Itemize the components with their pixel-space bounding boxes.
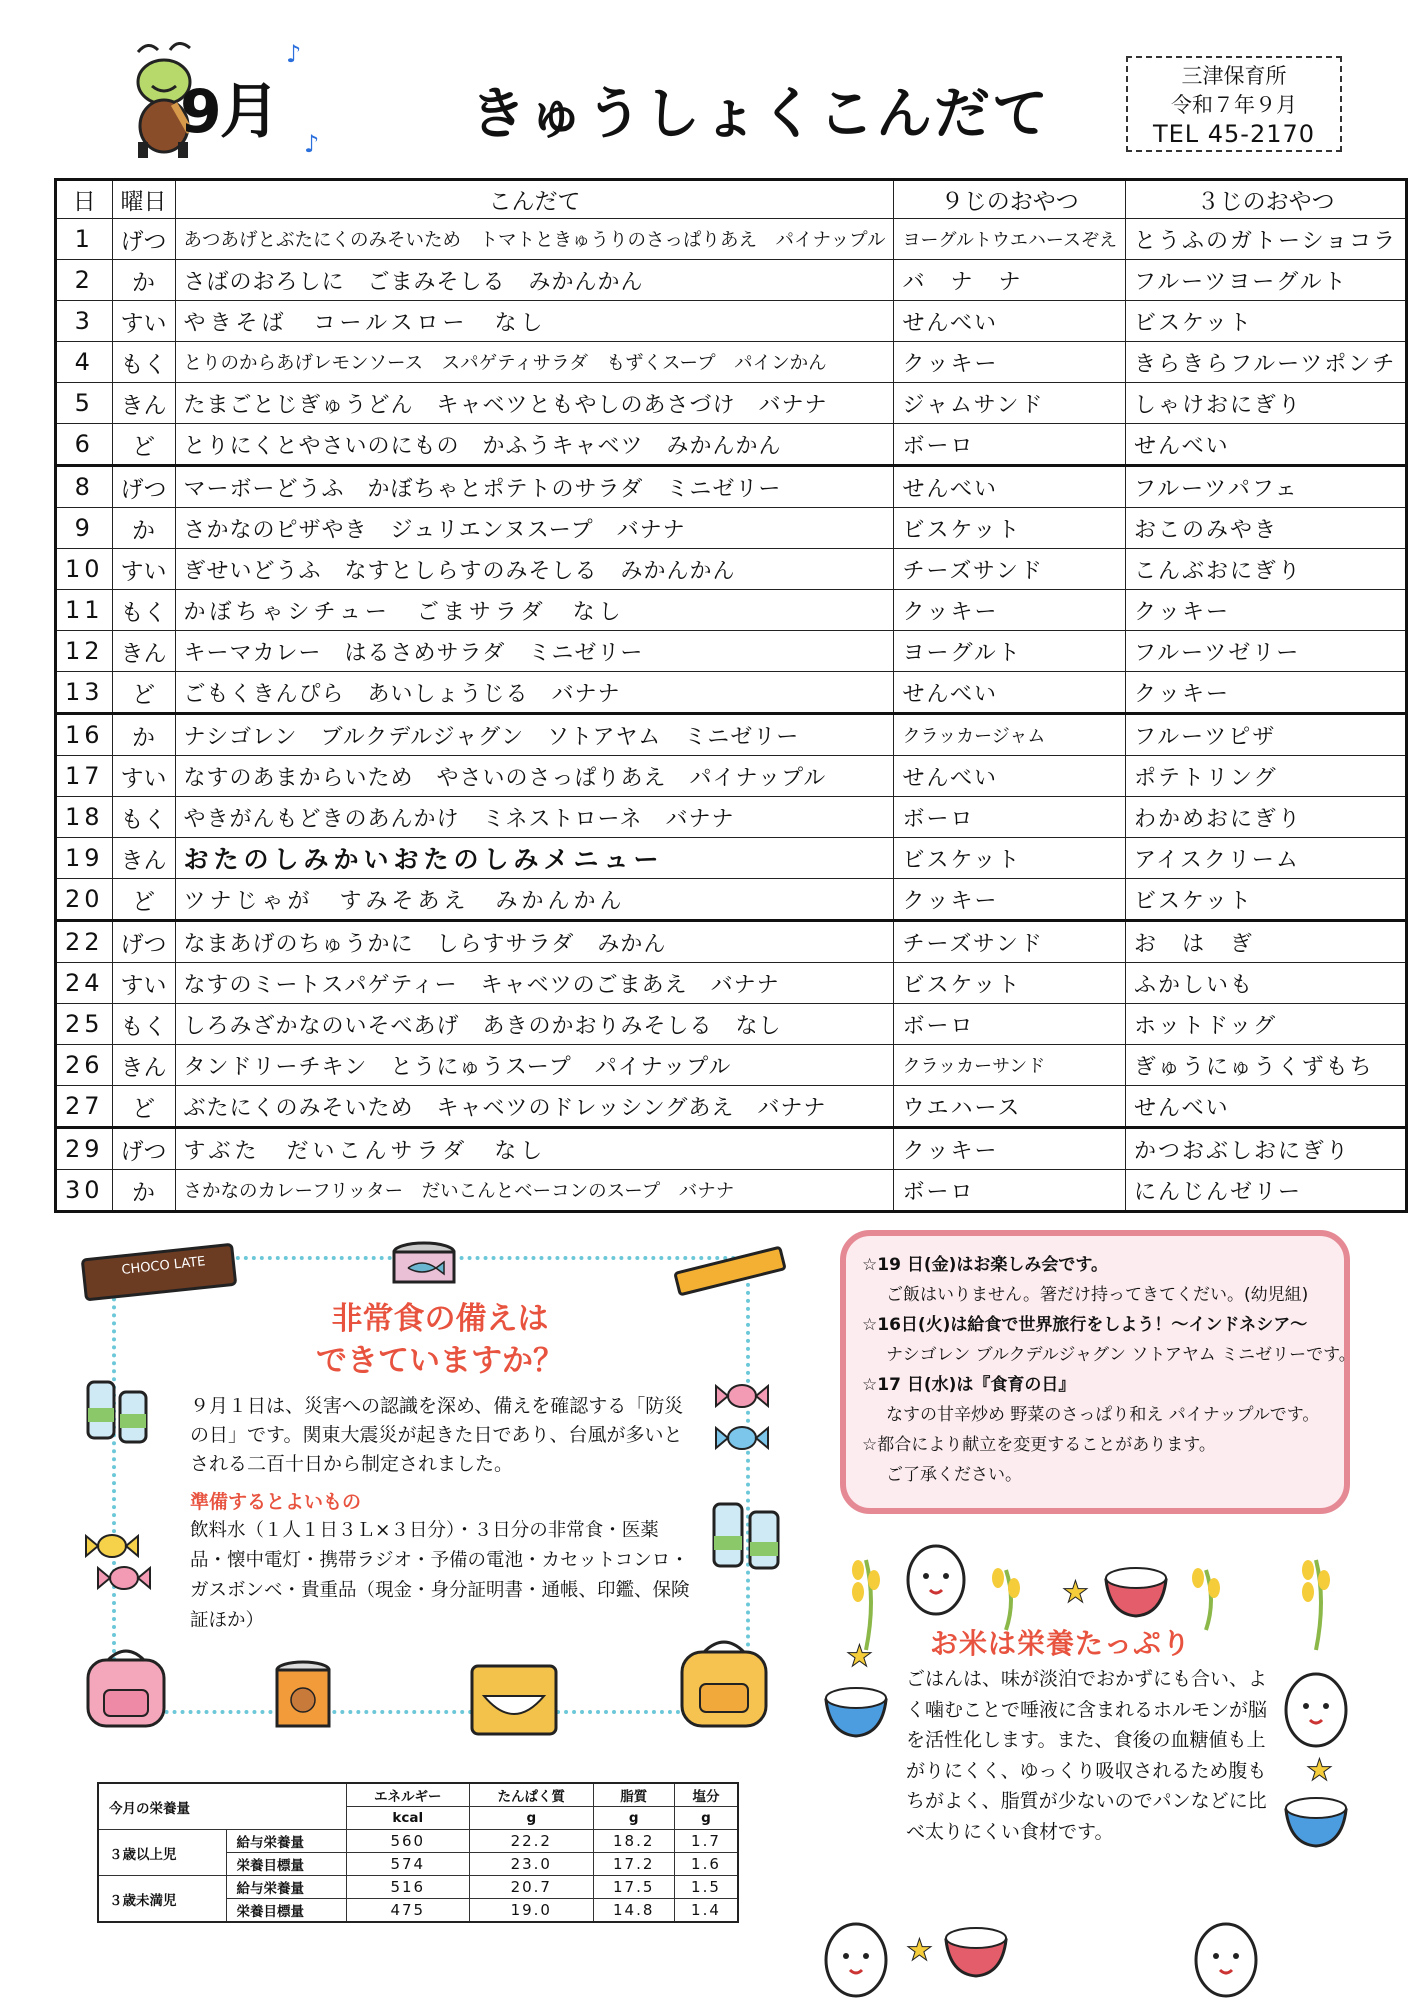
menu-day: 29 xyxy=(56,1128,113,1170)
emergency-body-text: ９月１日は、災害への認識を深め、備えを確認する「防災の日」です。関東大震災が起きた日であり、台風が多いとされる二百十日から制定されました。 xyxy=(190,1395,684,1475)
menu-weekday: もく xyxy=(112,1004,175,1045)
prep-list-title: 準備するとよいもの xyxy=(190,1491,362,1513)
menu-row xyxy=(56,714,1407,756)
notice-line: ☆19 日(金)はお楽しみ会です。 xyxy=(862,1255,1108,1275)
notice-line: ご飯はいりません。箸だけ持ってきてくだい。(幼児組) xyxy=(886,1285,1309,1305)
menu-day: 13 xyxy=(56,672,113,714)
snack-9am: せんべい xyxy=(894,672,1126,714)
emergency-title-line1: 非常食の備えは xyxy=(331,1301,549,1337)
menu-dishes: なすのミートスパゲティー キャベツのごまあえ バナナ xyxy=(175,963,894,1004)
nutrition-col-name: 塩分 xyxy=(674,1783,738,1807)
star-icon: ★ xyxy=(906,1933,933,1968)
snack-3pm: わかめおにぎり xyxy=(1126,797,1407,838)
menu-weekday: ど xyxy=(112,879,175,921)
menu-dishes: とりにくとやさいのにもの かふうキャベツ みかんかん xyxy=(175,424,894,466)
rice-plant-icon xyxy=(1302,1560,1330,1650)
menu-row xyxy=(56,879,1407,921)
menu-row xyxy=(56,1170,1407,1212)
menu-day: 6 xyxy=(56,424,113,466)
menu-dishes: すぶた だいこんサラダ なし xyxy=(175,1128,894,1170)
menu-weekday: すい xyxy=(112,549,175,590)
nutrition-value: 23.0 xyxy=(470,1853,594,1876)
menu-day: 8 xyxy=(56,466,113,508)
menu-day: 2 xyxy=(56,260,113,301)
menu-row xyxy=(56,838,1407,879)
snack-9am: クッキー xyxy=(894,590,1126,631)
menu-dishes: タンドリーチキン とうにゅうスープ パイナップル xyxy=(175,1045,894,1086)
snack-3pm: ポテトリング xyxy=(1126,756,1407,797)
snack-3pm: クッキー xyxy=(1126,672,1407,714)
rice-plant-icon xyxy=(852,1560,880,1650)
phone-number: TEL 45-2170 xyxy=(1152,120,1316,148)
snack-9am: せんべい xyxy=(894,466,1126,508)
snack-3pm: フルーツヨーグルト xyxy=(1126,260,1407,301)
menu-weekday: きん xyxy=(112,383,175,424)
emergency-title-line2: できていますか？ xyxy=(316,1343,564,1379)
snack-9am: ボーロ xyxy=(894,1170,1126,1212)
nutrition-title: 今月の栄養量 xyxy=(98,1783,346,1830)
snack-3pm: アイスクリーム xyxy=(1126,838,1407,879)
snack-9am: クッキー xyxy=(894,879,1126,921)
menu-row xyxy=(56,342,1407,383)
snack-3pm: せんべい xyxy=(1126,424,1407,466)
menu-weekday: きん xyxy=(112,838,175,879)
notice-line: ご了承ください。 xyxy=(886,1465,1022,1485)
notice-line: なすの甘辛炒め 野菜のさっぱり和え パイナップルです。 xyxy=(886,1405,1320,1425)
menu-weekday: もく xyxy=(112,797,175,838)
snack-3pm: クッキー xyxy=(1126,590,1407,631)
snack-3pm: こんぶおにぎり xyxy=(1126,549,1407,590)
menu-row xyxy=(56,631,1407,672)
menu-day: 10 xyxy=(56,549,113,590)
menu-row xyxy=(56,466,1407,508)
menu-dishes: おたのしみかいおたのしみメニュー xyxy=(175,838,894,879)
canned-bread-icon xyxy=(272,1658,334,1734)
snack-9am: クラッカージャム xyxy=(894,714,1126,756)
star-icon: ★ xyxy=(1306,1753,1333,1788)
menu-dishes: なまあげのちゅうかに しらすサラダ みかん xyxy=(175,921,894,963)
menu-dishes: ごもくきんぴら あいしょうじる バナナ xyxy=(175,672,894,714)
menu-weekday: きん xyxy=(112,631,175,672)
menu-day: 1 xyxy=(56,219,113,260)
menu-dishes: ツナじゃが すみそあえ みかんかん xyxy=(175,879,894,921)
header-snack-9: ９じのおやつ xyxy=(894,180,1126,219)
menu-weekday: げつ xyxy=(112,1128,175,1170)
menu-row xyxy=(56,549,1407,590)
menu-row xyxy=(56,756,1407,797)
menu-weekday: げつ xyxy=(112,921,175,963)
snack-9am: クラッカーサンド xyxy=(894,1045,1126,1086)
snack-9am: チーズサンド xyxy=(894,921,1126,963)
snack-9am: ボーロ xyxy=(894,1004,1126,1045)
menu-dishes: さばのおろしに ごまみそしる みかんかん xyxy=(175,260,894,301)
menu-day: 4 xyxy=(56,342,113,383)
menu-weekday: げつ xyxy=(112,219,175,260)
snack-9am: ビスケット xyxy=(894,838,1126,879)
menu-day: 24 xyxy=(56,963,113,1004)
rice-bowl-icon xyxy=(1286,1798,1346,1846)
menu-day: 11 xyxy=(56,590,113,631)
menu-row xyxy=(56,921,1407,963)
snack-3pm: せんべい xyxy=(1126,1086,1407,1128)
snack-9am: クッキー xyxy=(894,1128,1126,1170)
menu-weekday: ど xyxy=(112,1086,175,1128)
candy-icon xyxy=(712,1418,772,1458)
menu-weekday: か xyxy=(112,714,175,756)
water-bottles-icon xyxy=(80,1370,160,1450)
rice-grain-character-icon xyxy=(826,1924,886,1996)
candy-icon xyxy=(94,1558,154,1598)
menu-dishes: さかなのカレーフリッター だいこんとベーコンのスープ バナナ xyxy=(175,1170,894,1212)
menu-row xyxy=(56,1045,1407,1086)
nutrition-col-unit: kcal xyxy=(346,1807,470,1830)
menu-dishes: かぼちゃシチュー ごまサラダ なし xyxy=(175,590,894,631)
menu-dishes: しろみざかなのいそべあげ あきのかおりみそしる なし xyxy=(175,1004,894,1045)
snack-9am: せんべい xyxy=(894,756,1126,797)
nutrition-value: 1.4 xyxy=(674,1899,738,1923)
emergency-backpack-icon xyxy=(78,1640,174,1732)
menu-dishes: たまごとじぎゅうどん キャベツともやしのあさづけ バナナ xyxy=(175,383,894,424)
menu-dishes: さかなのピザやき ジュリエンヌスープ バナナ xyxy=(175,508,894,549)
menu-day: 3 xyxy=(56,301,113,342)
menu-weekday: か xyxy=(112,1170,175,1212)
nutrition-value: 1.5 xyxy=(674,1876,738,1899)
snack-9am: せんべい xyxy=(894,301,1126,342)
nutrition-value: 19.0 xyxy=(470,1899,594,1923)
menu-dishes: とりのからあげレモンソース スパゲティサラダ もずくスープ パインかん xyxy=(175,342,894,383)
menu-day: 20 xyxy=(56,879,113,921)
snack-9am: ヨーグルト xyxy=(894,631,1126,672)
nutrition-value: 475 xyxy=(346,1899,470,1923)
nutrition-col-unit: g xyxy=(674,1807,738,1830)
snack-3pm: ホットドッグ xyxy=(1126,1004,1407,1045)
nutrition-col-name: たんぱく質 xyxy=(470,1783,594,1807)
snack-9am: ボーロ xyxy=(894,797,1126,838)
chocolate-icon xyxy=(80,1240,240,1302)
energy-bar-icon xyxy=(670,1244,790,1300)
notice-line: ナシゴレン ブルクデルジャグン ソトアヤム ミニゼリーです。 xyxy=(886,1345,1356,1365)
menu-row xyxy=(56,383,1407,424)
menu-dishes: ぶたにくのみそいため キャベツのドレッシングあえ バナナ xyxy=(175,1086,894,1128)
snack-9am: ボーロ xyxy=(894,424,1126,466)
nutrition-header-row xyxy=(98,1783,738,1807)
snack-3pm: ふかしいも xyxy=(1126,963,1407,1004)
nutrition-row-type: 給与栄養量 xyxy=(226,1830,346,1853)
menu-row xyxy=(56,1086,1407,1128)
menu-day: 25 xyxy=(56,1004,113,1045)
menu-day: 19 xyxy=(56,838,113,879)
nutrition-value: 1.6 xyxy=(674,1853,738,1876)
menu-weekday: もく xyxy=(112,342,175,383)
emergency-backpack-icon xyxy=(672,1630,776,1734)
menu-day: 9 xyxy=(56,508,113,549)
menu-dishes: あつあげとぶたにくのみそいため トマトときゅうりのさっぱりあえ パイナップル xyxy=(175,219,894,260)
menu-day: 12 xyxy=(56,631,113,672)
snack-3pm: フルーツパフェ xyxy=(1126,466,1407,508)
snack-9am: ビスケット xyxy=(894,508,1126,549)
header-snack-3: ３じのおやつ xyxy=(1126,180,1407,219)
prep-list-text: 飲料水（１人１日３Ｌ×３日分）・３日分の非常食・医薬品・懐中電灯・携帯ラジオ・予備の電池・カセットコンロ・ガスボンベ・貴重品（現金・身分証明書・通帳、印鑑、保険証ほか） xyxy=(190,1520,690,1631)
nutrition-value: 17.2 xyxy=(593,1853,674,1876)
menu-day: 18 xyxy=(56,797,113,838)
menu-row xyxy=(56,963,1407,1004)
rice-bowl-icon xyxy=(946,1928,1006,1976)
rice-body-text: ごはんは、味が淡泊でおかずにも合い、よく噛むことで唾液に含まれるホルモンが脳を活性化します。また、食後の血糖値も上がりにくく、ゆっくり吸収されるため腹もちがよく、脂質が少ないのでパンなどに比べ太りにくい食材です。 xyxy=(906,1668,1268,1843)
menu-day: 26 xyxy=(56,1045,113,1086)
menu-day: 27 xyxy=(56,1086,113,1128)
menu-row xyxy=(56,1004,1407,1045)
menu-day: 5 xyxy=(56,383,113,424)
svg-text:♪: ♪ xyxy=(304,130,320,158)
menu-row xyxy=(56,797,1407,838)
water-bottles-icon xyxy=(706,1494,794,1578)
menu-weekday: か xyxy=(112,260,175,301)
menu-row xyxy=(56,219,1407,260)
rice-grain-character-icon xyxy=(1196,1924,1256,1996)
menu-day: 30 xyxy=(56,1170,113,1212)
nutrition-value: 17.5 xyxy=(593,1876,674,1899)
snack-9am: バ ナ ナ xyxy=(894,260,1126,301)
menu-day: 16 xyxy=(56,714,113,756)
menu-weekday: ど xyxy=(112,672,175,714)
menu-dishes: なすのあまからいため やさいのさっぱりあえ パイナップル xyxy=(175,756,894,797)
nutrition-value: 18.2 xyxy=(593,1830,674,1853)
nutrition-col-unit: g xyxy=(593,1807,674,1830)
facility-box xyxy=(1126,56,1342,152)
nutrition-value: 560 xyxy=(346,1830,470,1853)
menu-row xyxy=(56,672,1407,714)
snack-3pm: にんじんゼリー xyxy=(1126,1170,1407,1212)
snack-3pm: きらきらフルーツポンチ xyxy=(1126,342,1407,383)
menu-dishes: マーボーどうふ かぼちゃとポテトのサラダ ミニゼリー xyxy=(175,466,894,508)
chocolate-label: CHOCO LATE xyxy=(120,1254,207,1278)
snack-9am: ビスケット xyxy=(894,963,1126,1004)
nutrition-row-type: 栄養目標量 xyxy=(226,1853,346,1876)
snack-3pm: ぎゅうにゅうくずもち xyxy=(1126,1045,1407,1086)
menu-dishes: ナシゴレン ブルクデルジャグン ソトアヤム ミニゼリー xyxy=(175,714,894,756)
snack-9am: ジャムサンド xyxy=(894,383,1126,424)
nutrition-group-label: ３歳未満児 xyxy=(98,1876,226,1923)
candy-icon xyxy=(712,1376,772,1416)
snack-3pm: とうふのガトーショコラ xyxy=(1126,219,1407,260)
nutrition-group-label: ３歳以上児 xyxy=(98,1830,226,1876)
menu-weekday: すい xyxy=(112,963,175,1004)
nutrition-table xyxy=(97,1782,739,1923)
notice-box xyxy=(840,1230,1356,1514)
menu-table xyxy=(54,178,1408,1213)
rice-bowl-icon xyxy=(826,1688,886,1736)
menu-day: 17 xyxy=(56,756,113,797)
menu-dishes: ぎせいどうふ なすとしらすのみそしる みかんかん xyxy=(175,549,894,590)
menu-row xyxy=(56,508,1407,549)
rice-bowl-icon xyxy=(1106,1568,1166,1616)
snack-3pm: かつおぶしおにぎり xyxy=(1126,1128,1407,1170)
nutrition-row xyxy=(98,1876,738,1899)
notice-line: ☆16日(火)は給食で世界旅行をしよう！～インドネシア～ xyxy=(862,1315,1308,1335)
menu-row xyxy=(56,590,1407,631)
snack-3pm: ビスケット xyxy=(1126,879,1407,921)
emergency-title xyxy=(280,1298,600,1382)
menu-dishes: キーマカレー はるさめサラダ ミニゼリー xyxy=(175,631,894,672)
menu-weekday: すい xyxy=(112,756,175,797)
menu-row xyxy=(56,260,1407,301)
notice-line: ☆都合により献立を変更することがあります。 xyxy=(862,1435,1216,1455)
nutrition-row-type: 給与栄養量 xyxy=(226,1876,346,1899)
month-badge xyxy=(118,42,328,160)
menu-weekday: か xyxy=(112,508,175,549)
header-menu: こんだて xyxy=(175,180,894,219)
page-title: きゅうしょくこんだて xyxy=(470,82,1050,147)
snack-3pm: ビスケット xyxy=(1126,301,1407,342)
star-icon: ★ xyxy=(1062,1575,1089,1610)
facility-name: 三津保育所 xyxy=(1181,64,1287,88)
nutrition-row xyxy=(98,1830,738,1853)
snack-9am: クッキー xyxy=(894,342,1126,383)
rice-porridge-pack-icon xyxy=(466,1660,562,1738)
menu-weekday: ど xyxy=(112,424,175,466)
menu-dishes: やきがんもどきのあんかけ ミネストローネ バナナ xyxy=(175,797,894,838)
snack-9am: チーズサンド xyxy=(894,549,1126,590)
header-day: 日 xyxy=(56,180,113,219)
month-title: 9月 xyxy=(180,77,278,147)
nutrition-value: 22.2 xyxy=(470,1830,594,1853)
snack-9am: ヨーグルトウエハースぞえ xyxy=(894,219,1126,260)
nutrition-value: 1.7 xyxy=(674,1830,738,1853)
nutrition-col-unit: g xyxy=(470,1807,594,1830)
canned-fish-icon xyxy=(388,1240,460,1290)
snack-3pm: フルーツゼリー xyxy=(1126,631,1407,672)
nutrition-row-type: 栄養目標量 xyxy=(226,1899,346,1923)
nutrition-col-name: 脂質 xyxy=(593,1783,674,1807)
snack-3pm: しゃけおにぎり xyxy=(1126,383,1407,424)
nutrition-value: 14.8 xyxy=(593,1899,674,1923)
notice-line: ☆17 日(水)は『食育の日』 xyxy=(862,1375,1076,1395)
menu-row xyxy=(56,424,1407,466)
snack-3pm: お は ぎ xyxy=(1126,921,1407,963)
star-icon: ★ xyxy=(846,1639,873,1674)
snack-9am: ウエハース xyxy=(894,1086,1126,1128)
menu-weekday: もく xyxy=(112,590,175,631)
header-weekday: 曜日 xyxy=(112,180,175,219)
rice-grain-character-icon xyxy=(1286,1674,1346,1746)
menu-weekday: げつ xyxy=(112,466,175,508)
rice-title: お米は栄養たっぷり xyxy=(930,1627,1192,1660)
rice-plant-icon xyxy=(992,1568,1020,1630)
menu-header-row xyxy=(56,180,1407,219)
snack-3pm: おこのみやき xyxy=(1126,508,1407,549)
menu-row xyxy=(56,1128,1407,1170)
nutrition-col-name: エネルギー xyxy=(346,1783,470,1807)
snack-3pm: フルーツピザ xyxy=(1126,714,1407,756)
menu-dishes: やきそば コールスロー なし xyxy=(175,301,894,342)
rice-plant-icon xyxy=(1192,1568,1220,1630)
issue-date: 令和７年９月 xyxy=(1171,93,1297,117)
svg-text:♪: ♪ xyxy=(286,42,302,68)
nutrition-value: 20.7 xyxy=(470,1876,594,1899)
nutrition-value: 574 xyxy=(346,1853,470,1876)
menu-weekday: きん xyxy=(112,1045,175,1086)
menu-row xyxy=(56,301,1407,342)
menu-weekday: すい xyxy=(112,301,175,342)
menu-day: 22 xyxy=(56,921,113,963)
rice-grain-character-icon xyxy=(908,1546,964,1614)
nutrition-value: 516 xyxy=(346,1876,470,1899)
